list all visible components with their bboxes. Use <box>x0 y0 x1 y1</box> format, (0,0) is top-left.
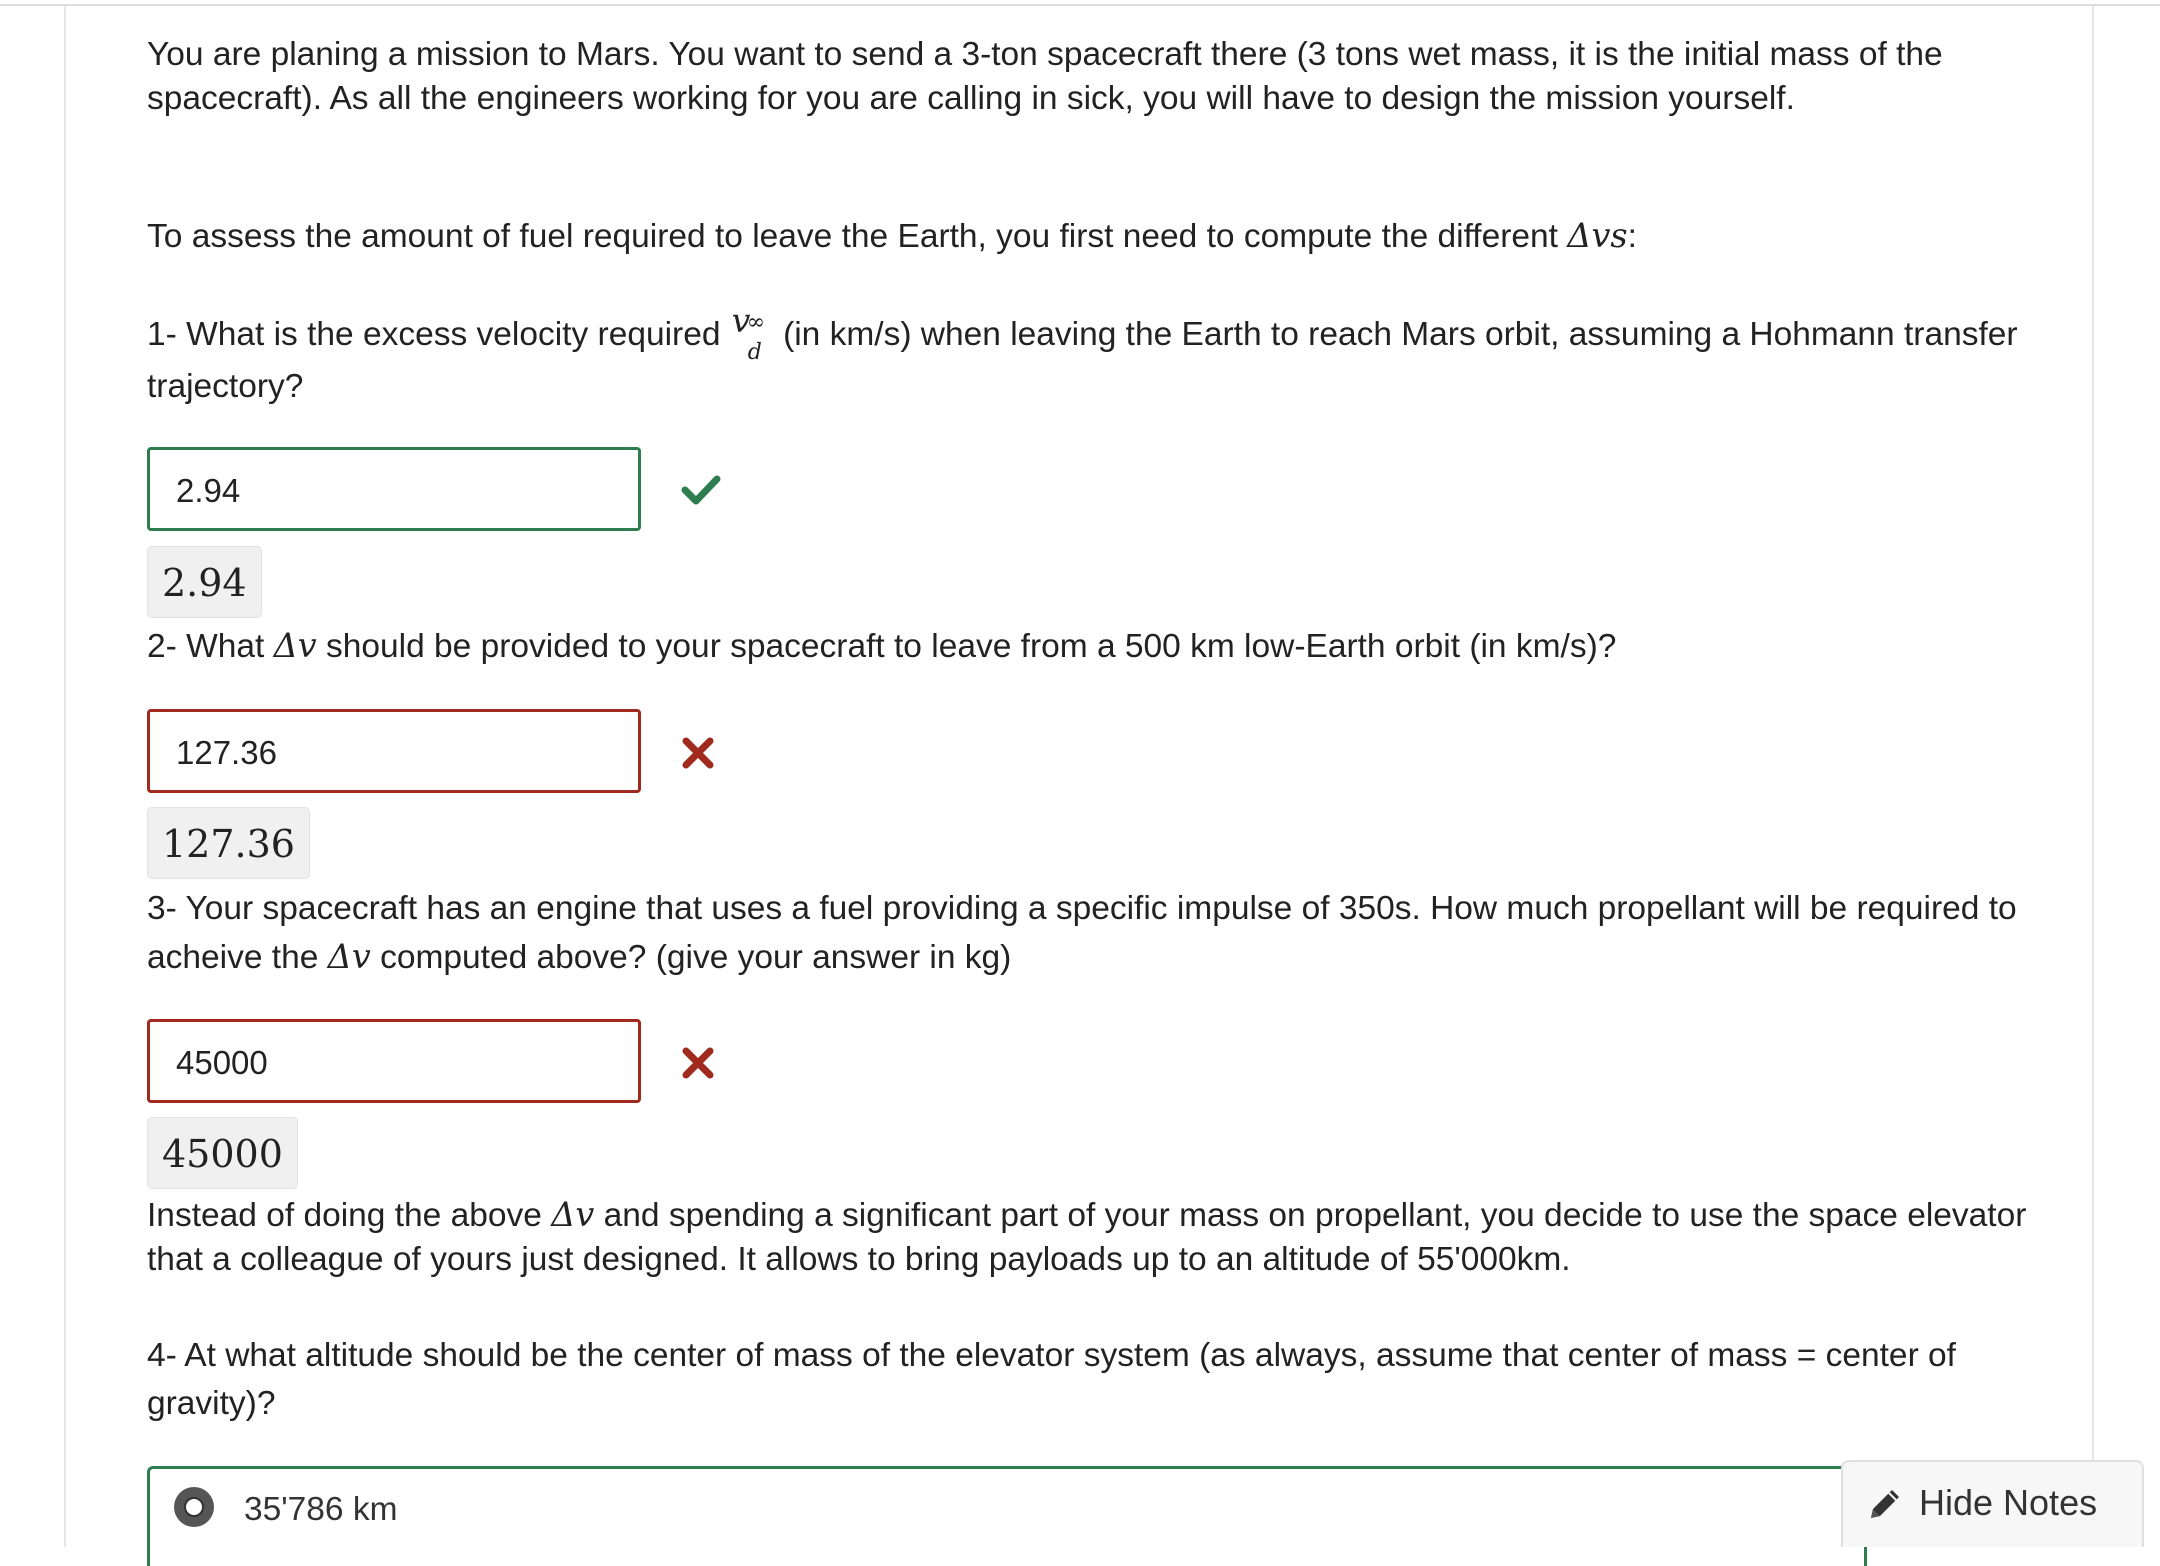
q2-answer-echo: 127.36 <box>147 807 310 879</box>
intro-paragraph: You are planing a mission to Mars. You want to send a 3-ton spacecraft there (3 tons wet mass, it is the initial mass of the spacecraft). As all the engineers working for you are calling in sick, you will have to design the mission yourself. <box>147 36 1943 117</box>
q2-text-before: 2- What <box>147 628 274 665</box>
question-2-text <box>147 624 2027 669</box>
q4-choice-option[interactable] <box>147 1466 1867 1566</box>
math-v: v <box>731 301 751 340</box>
top-divider <box>0 4 2160 6</box>
q3-answer-value: 45000 <box>176 1044 268 1081</box>
question-1-text <box>147 301 2027 413</box>
q1-text-after: (in km/s) when leaving the Earth to reach Mars orbit, assuming a Hohmann transfer trajectory? <box>147 316 2018 405</box>
q2-answer-input[interactable] <box>147 709 641 793</box>
math-infinity: ∞ <box>746 310 766 335</box>
cross-icon <box>681 1046 715 1080</box>
right-border <box>2092 6 2094 1547</box>
radio-button[interactable] <box>174 1487 214 1527</box>
intro-delta-end: : <box>1627 218 1637 255</box>
left-border <box>64 6 66 1547</box>
pencil-icon <box>1865 1484 1905 1524</box>
v-infinity-d-math <box>730 301 774 365</box>
math-d: d <box>747 340 762 365</box>
q2-delta-v-math: Δv <box>273 626 317 665</box>
hide-notes-button[interactable] <box>1841 1460 2144 1547</box>
q3-answer-input[interactable] <box>147 1019 641 1103</box>
q1-answer-echo: 2.94 <box>147 546 262 618</box>
q3-delta-v-math: Δv <box>327 937 371 976</box>
intro-delta-paragraph <box>147 214 2027 259</box>
q1-text-before: 1- What is the excess velocity required <box>147 316 730 353</box>
q3-text-before: 3- Your spacecraft has an engine that uses a fuel providing a specific impulse of 350s. How much propellant will be required to acheive the <box>147 890 2017 976</box>
q1-answer-value: 2.94 <box>176 472 241 509</box>
check-icon <box>681 470 721 510</box>
q2-answer-value: 127.36 <box>176 734 277 771</box>
delta-vs-math: Δvs <box>1567 216 1628 255</box>
question-3-text <box>147 885 2027 982</box>
question-4-text: 4- At what altitude should be the center of mass of the elevator system (as always, assume that center of mass = center of gravity)? <box>147 1337 1956 1422</box>
q3-text-after: computed above? (give your answer in kg) <box>370 939 1012 976</box>
intro-delta-text: To assess the amount of fuel required to leave the Earth, you first need to compute the different <box>147 218 1568 255</box>
elevator-delta-v-math: Δv <box>551 1195 595 1234</box>
q4-choice-label: 35'786 km <box>244 1491 398 1528</box>
elevator-paragraph <box>147 1193 2027 1282</box>
elevator-text-before: Instead of doing the above <box>147 1197 552 1234</box>
elevator-text-after: and spending a significant part of your mass on propellant, you decide to use the space elevator that a colleague of yours just designed. It allows to bring payloads up to an altitude of 55'000km. <box>147 1197 2027 1278</box>
q3-answer-echo: 45000 <box>147 1117 298 1189</box>
hide-notes-label: Hide Notes <box>1919 1482 2098 1523</box>
q2-text-after: should be provided to your spacecraft to leave from a 500 km low-Earth orbit (in km/s)? <box>316 628 1617 665</box>
cross-icon <box>681 736 715 770</box>
q1-answer-input[interactable] <box>147 447 641 531</box>
